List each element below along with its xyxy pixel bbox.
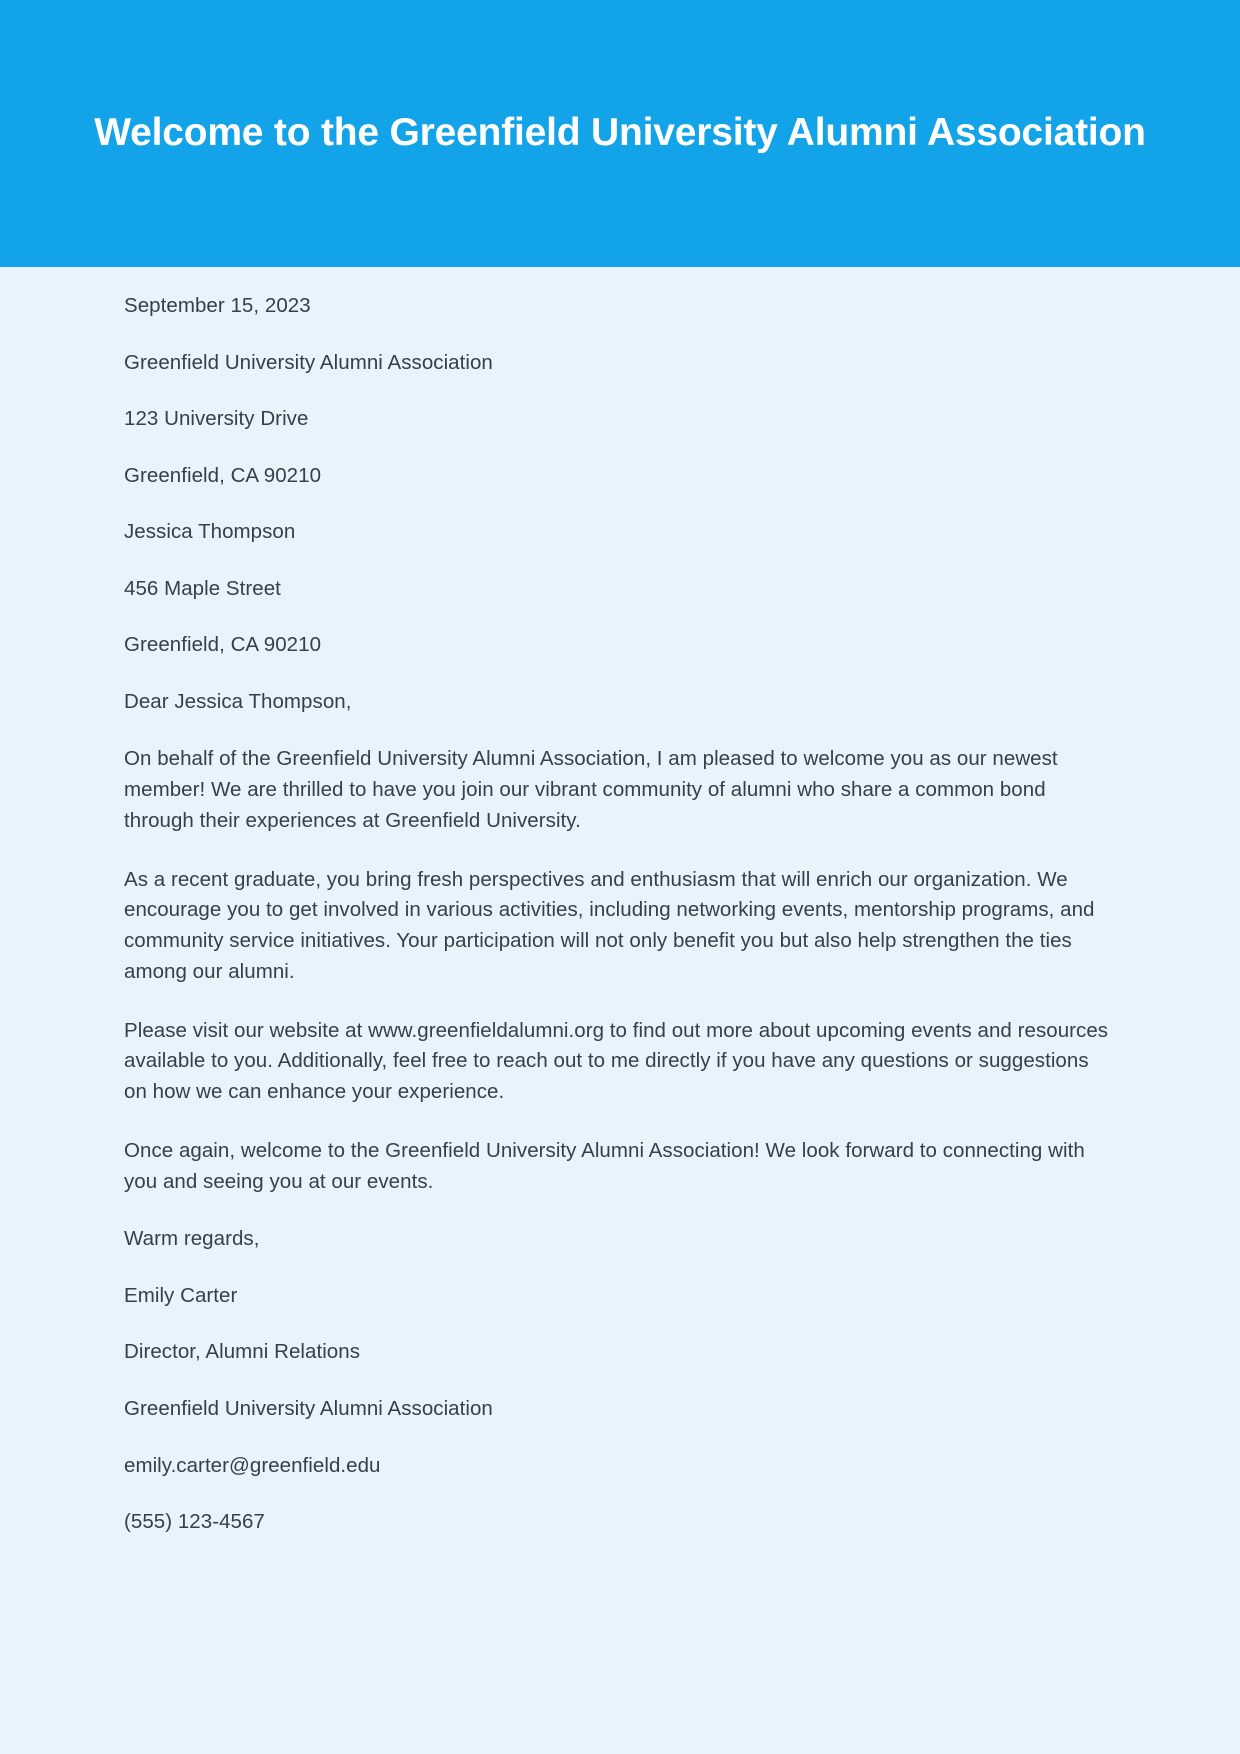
recipient-address-line-1: Jessica Thompson (124, 520, 296, 544)
signature-organization: Greenfield University Alumni Association (124, 1397, 493, 1421)
letter-content (0, 267, 1240, 1551)
body-paragraph-2: As a recent graduate, you bring fresh perspectives and enthusiasm that will enrich our organization. We encourage you to get involved in various activities, including networking events, mentorship programs, and community service initiatives. Your participation will not only benefit you but also help strengthen the ties among our alumni. (124, 867, 1095, 983)
body-paragraph-1: On behalf of the Greenfield University Alumni Association, I am pleased to welcome you as our newest member! We are thrilled to have you join our vibrant community of alumni who share a common bond through their experiences at Greenfield University. (124, 747, 1058, 832)
body-paragraph-3: Please visit our website at www.greenfieldalumni.org to find out more about upcoming events and resources available to you. Additionally, feel free to reach out to me directly if you have any questions or suggestions on how we can enhance your experience. (124, 1018, 1109, 1104)
salutation: Dear Jessica Thompson, (124, 689, 352, 713)
signature-name: Emily Carter (124, 1283, 238, 1307)
body-paragraph-4: Once again, welcome to the Greenfield University Alumni Association! We look forward to connecting with you and seeing you at our events. (124, 1138, 1085, 1193)
signature-phone: (555) 123-4567 (124, 1510, 265, 1534)
signature-email: emily.carter@greenfield.edu (124, 1453, 381, 1477)
sender-address-line-3: Greenfield, CA 90210 (124, 463, 322, 487)
recipient-address-line-2: 456 Maple Street (124, 576, 281, 600)
recipient-address-line-3: Greenfield, CA 90210 (124, 633, 322, 657)
sender-address-line-1: Greenfield University Alumni Association (124, 350, 493, 374)
sender-address-line-2: 123 University Drive (124, 407, 309, 431)
page-header-banner (0, 0, 1240, 267)
signature-title: Director, Alumni Relations (124, 1340, 361, 1364)
closing: Warm regards, (124, 1227, 260, 1251)
letter-date: September 15, 2023 (124, 294, 311, 317)
page-title: Welcome to the Greenfield University Alumni Association (94, 111, 1146, 155)
